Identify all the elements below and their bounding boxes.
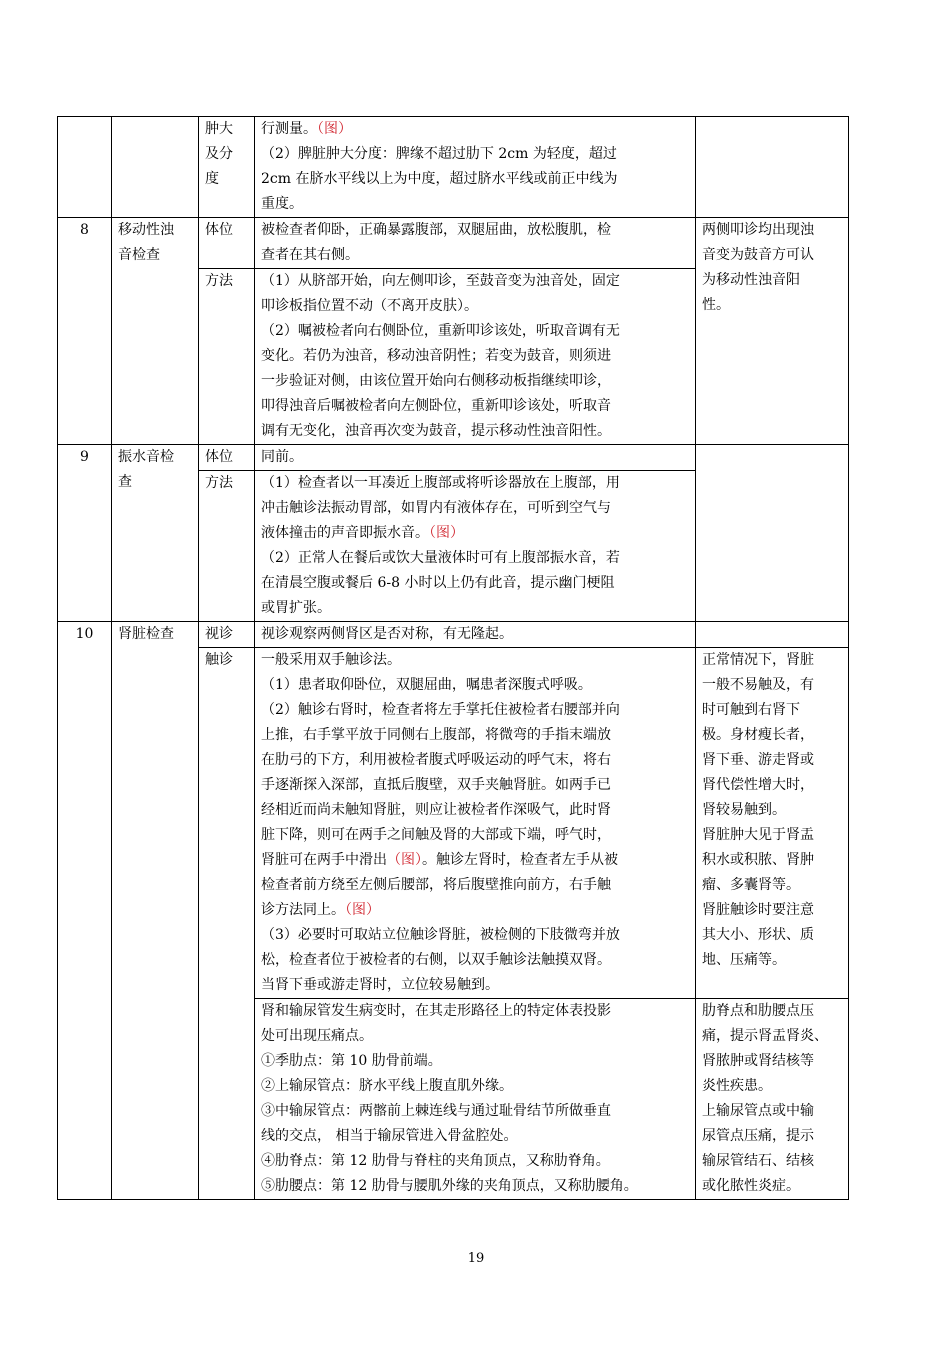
figure-link[interactable]: （图）: [317, 121, 352, 137]
step-label: 视诊: [199, 622, 255, 648]
step-label: 肿大 及分 度: [199, 117, 255, 218]
table-row: [58, 117, 849, 218]
step-label: 体位: [199, 218, 255, 269]
note-cell: 肋脊点和肋腰点压 痛，提示肾盂肾炎、 肾脓肿或肾结核等 炎性疾患。 上输尿管点或中输 尿管点压痛，提示 输尿管结石、结核 或化脓性炎症。: [696, 999, 849, 1200]
method-text: 视诊观察两侧肾区是否对称，有无隆起。: [255, 622, 696, 648]
figure-link[interactable]: （图）: [345, 902, 380, 918]
item-name: 肾脏检查: [112, 622, 199, 1200]
method-text: 行测量。（图） （2）脾脏肿大分度：脾缘不超过肋下 2cm 为轻度，超过 2cm 在脐水平线以上为中度，超过脐水平线或前正中线为 重度。: [255, 117, 696, 218]
page-number: 19: [467, 1251, 485, 1266]
table-row: [58, 622, 849, 648]
row-number: 9: [58, 445, 112, 622]
method-text: 肾和输尿管发生病变时，在其走形路径上的特定体表投影 处可出现压痛点。 ①季肋点：第 10 肋骨前端。 ②上输尿管点：脐水平线上腹直肌外缘。 ③中输尿管点：两髂前上棘连线与通过耻骨结节所做垂直 线的交点， 相当于输尿管进入骨盆腔处。 ④肋脊点：第 12 肋骨与脊柱的夹角顶点，又称肋脊角。 ⑤肋腰点：第 12 肋骨与腰肌外缘的夹角顶点，又称肋腰角。: [255, 999, 696, 1200]
item-name: 移动性浊 音检查: [112, 218, 199, 445]
step-label: 方法: [199, 471, 255, 622]
table-row: [58, 445, 849, 471]
note-cell: [696, 117, 849, 218]
method-text: （1）检查者以一耳凑近上腹部或将听诊器放在上腹部，用 冲击触诊法振动胃部，如胃内有液体存在，可听到空气与 液体撞击的声音即振水音。（图） （2）正常人在餐后或饮大量液体时可有上腹部振水音，若 在清晨空腹或餐后 6-8 小时以上仍有此音，提示幽门梗阻 或胃扩张。: [255, 471, 696, 622]
method-text: 同前。: [255, 445, 696, 471]
exam-table: [57, 116, 849, 1200]
note-cell: [696, 622, 849, 648]
row-number: 8: [58, 218, 112, 445]
item-name: 振水音检 查: [112, 445, 199, 622]
table-row: [58, 218, 849, 269]
method-text: 一般采用双手触诊法。 （1）患者取仰卧位，双腿屈曲，嘱患者深腹式呼吸。 （2）触诊右肾时，检查者将左手掌托住被检者右腰部并向 上推，右手掌平放于同侧右上腹部，将微弯的手指末端放 在肋弓的下方，利用被检者腹式呼吸运动的呼气末，将右 手逐渐探入深部，直抵后腹壁，双手夹触肾脏。如两手已 经相近而尚未触知肾脏，则应让被检者作深吸气，此时肾 脏下降，则可在两手之间触及肾的大部或下端，呼气时， 肾脏可在两手中滑出（图）。触诊左肾时，检查者左手从被 检查者前方绕至左侧后腰部，将后腹壁推向前方，右手触 诊方法同上。（图） （3）必要时可取站立位触诊肾脏，被检侧的下肢微弯并放 松，检查者位于被检者的右侧，以双手触诊法触摸双肾。 当肾下垂或游走肾时，立位较易触到。: [255, 648, 696, 999]
step-label: 体位: [199, 445, 255, 471]
note-cell: [696, 445, 849, 622]
row-number: 10: [58, 622, 112, 1200]
step-label: 方法: [199, 269, 255, 445]
figure-link[interactable]: （图）: [387, 852, 422, 868]
row-number: [58, 117, 112, 218]
method-text: 被检查者仰卧，正确暴露腹部，双腿屈曲，放松腹肌，检 查者在其右侧。: [255, 218, 696, 269]
note-cell: 正常情况下，肾脏 一般不易触及，有 时可触到右肾下 极。身材瘦长者， 肾下垂、游走肾或 肾代偿性增大时， 肾较易触到。 肾脏肿大见于肾盂 积水或积脓、肾肿 瘤、多囊肾等。 肾脏触诊时要注意 其大小、形状、质 地、压痛等。: [696, 648, 849, 999]
method-text: （1）从脐部开始，向左侧叩诊，至鼓音变为浊音处，固定 叩诊板指位置不动（不离开皮肤）。 （2）嘱被检者向右侧卧位，重新叩诊该处，听取音调有无 变化。若仍为浊音，移动浊音阴性；若变为鼓音，则须进 一步验证对侧，由该位置开始向右侧移动板指继续叩诊， 叩得浊音后嘱被检者向左侧卧位，重新叩诊该处，听取音 调有无变化，浊音再次变为鼓音，提示移动性浊音阳性。: [255, 269, 696, 445]
step-label: 触诊: [199, 648, 255, 1200]
figure-link[interactable]: （图）: [429, 525, 464, 541]
note-cell: 两侧叩诊均出现浊 音变为鼓音方可认 为移动性浊音阳 性。: [696, 218, 849, 445]
item-name: [112, 117, 199, 218]
